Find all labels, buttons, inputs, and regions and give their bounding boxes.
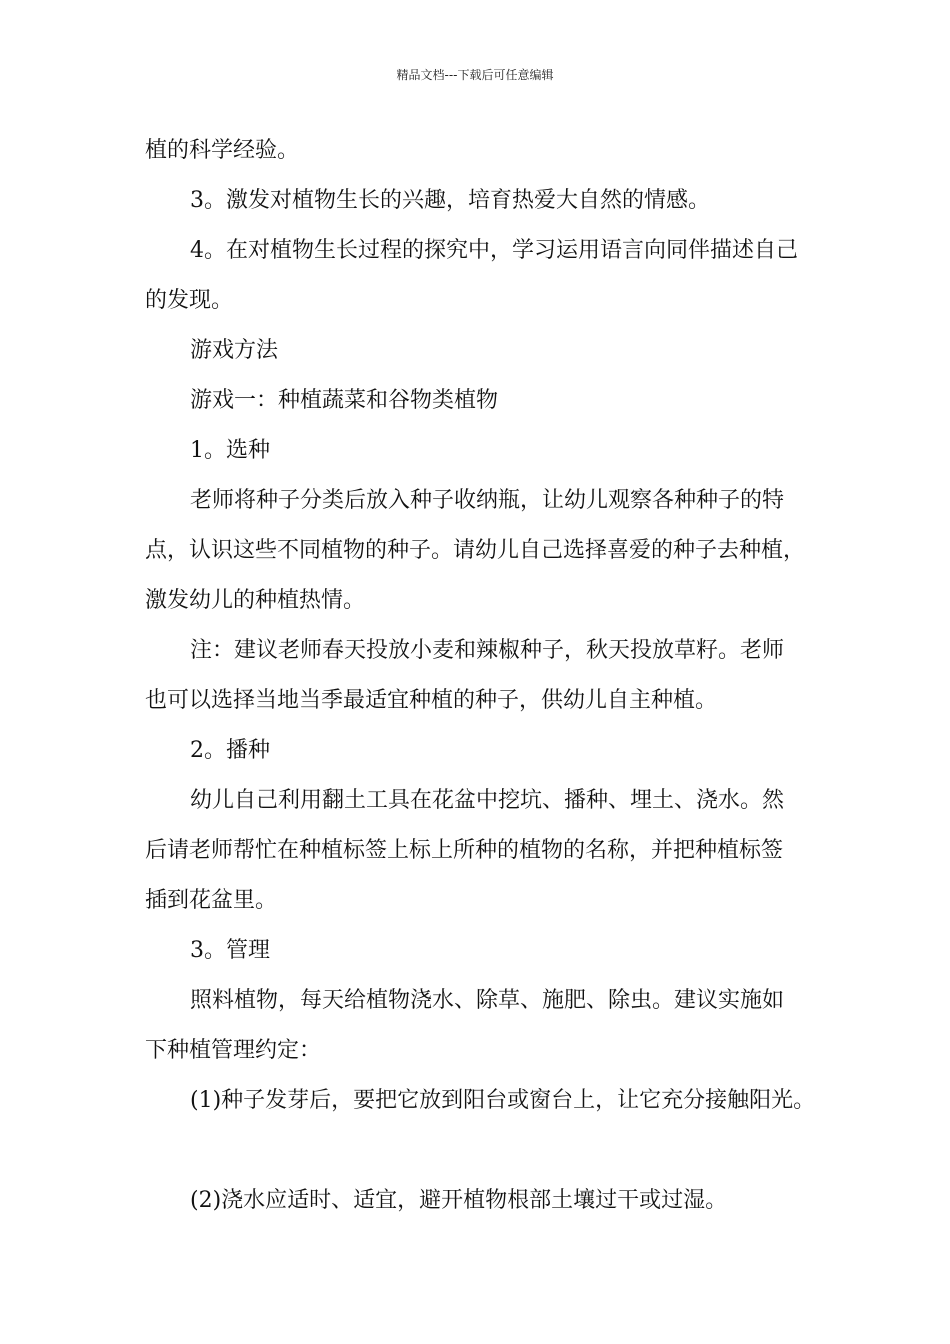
text-line: 点，认识这些不同植物的种子。请幼儿自己选择喜爱的种子去种植，: [145, 538, 806, 563]
step-heading: 2。播种: [190, 738, 270, 763]
page-header: 精品文档---下载后可任意编辑: [396, 68, 554, 82]
subsection-heading: 游戏一：种植蔬菜和谷物类植物: [190, 388, 499, 413]
text-line: 老师将种子分类后放入种子收纳瓶，让幼儿观察各种种子的特: [190, 488, 785, 513]
step-heading: 1。选种: [190, 438, 270, 463]
text-line: 幼儿自己利用翻土工具在花盆中挖坑、播种、埋土、浇水。然: [190, 788, 785, 813]
text-line: 4。在对植物生长过程的探究中，学习运用语言向同伴描述自己: [190, 238, 798, 263]
text-line: 照料植物，每天给植物浇水、除草、施肥、除虫。建议实施如: [190, 988, 785, 1013]
list-item: (2)浇水应适时、适宜，避开植物根部土壤过干或过湿。: [190, 1188, 728, 1213]
text-line: 激发幼儿的种植热情。: [145, 588, 366, 613]
list-item: (1)种子发芽后，要把它放到阳台或窗台上，让它充分接触阳光。: [190, 1088, 816, 1113]
step-heading: 3。管理: [190, 938, 270, 963]
text-line: 插到花盆里。: [145, 888, 278, 913]
note-line: 也可以选择当地当季最适宜种植的种子，供幼儿自主种植。: [145, 688, 718, 713]
text-line: 3。激发对植物生长的兴趣，培育热爱大自然的情感。: [190, 188, 710, 213]
text-line: 下种植管理约定：: [145, 1038, 322, 1063]
section-heading: 游戏方法: [190, 338, 279, 363]
text-line: 的发现。: [145, 288, 234, 313]
text-line: 后请老师帮忙在种植标签上标上所种的植物的名称，并把种植标签: [145, 838, 784, 863]
text-line: 植的科学经验。: [145, 138, 300, 163]
note-line: 注：建议老师春天投放小麦和辣椒种子，秋天投放草籽。老师: [190, 638, 785, 663]
